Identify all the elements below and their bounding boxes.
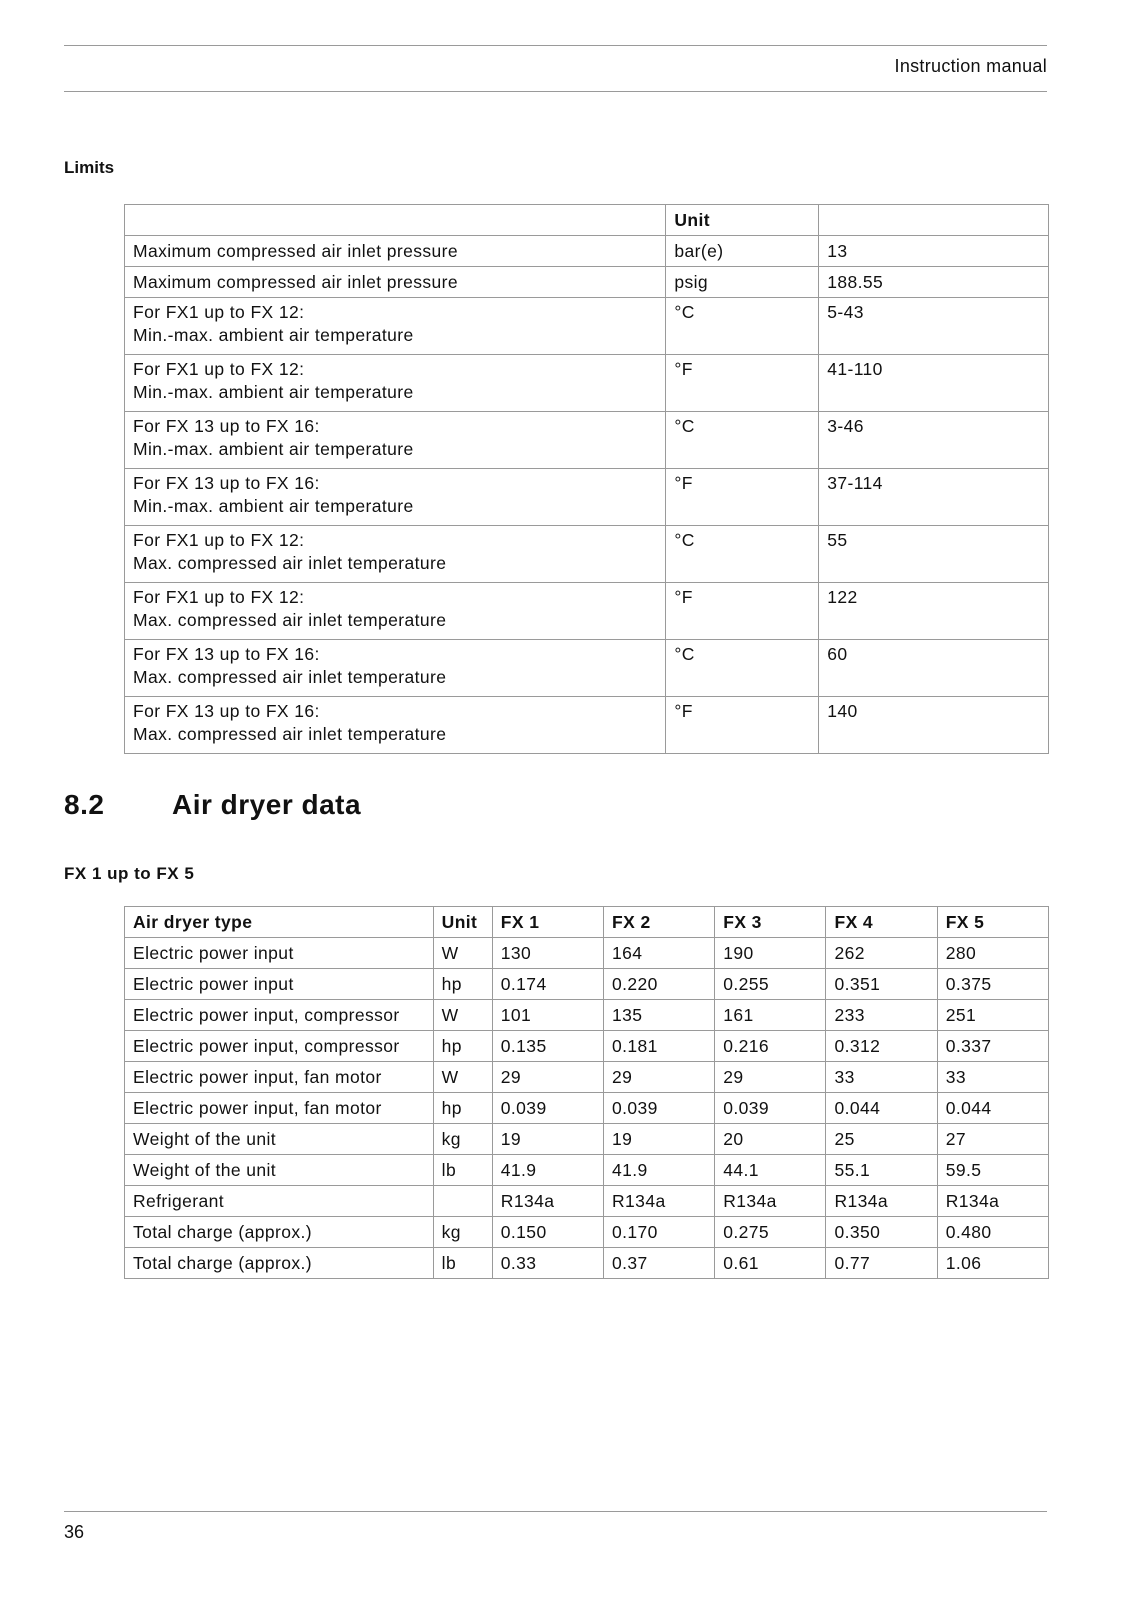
table-cell: 0.181 <box>604 1031 715 1062</box>
cell-line: Min.-max. ambient air temperature <box>133 325 414 345</box>
cell-line: For FX 13 up to FX 16: <box>133 701 320 721</box>
table-cell: 55 <box>819 526 1049 583</box>
table-cell: R134a <box>937 1186 1048 1217</box>
table-cell: psig <box>666 267 819 298</box>
table-cell: bar(e) <box>666 236 819 267</box>
table-cell: 37-114 <box>819 469 1049 526</box>
table-cell: 251 <box>937 1000 1048 1031</box>
table-cell: Refrigerant <box>125 1186 434 1217</box>
table-cell: 41.9 <box>604 1155 715 1186</box>
table-cell: 27 <box>937 1124 1048 1155</box>
table-cell: °C <box>666 526 819 583</box>
table-cell: 0.039 <box>604 1093 715 1124</box>
table-cell: 188.55 <box>819 267 1049 298</box>
table-cell: W <box>433 1000 492 1031</box>
table-cell: Electric power input, fan motor <box>125 1093 434 1124</box>
table-cell: 0.37 <box>604 1248 715 1279</box>
air-dryer-table-body <box>125 938 1049 1279</box>
cell-line: Max. compressed air inlet temperature <box>133 553 447 573</box>
table-cell: Maximum compressed air inlet pressure <box>125 267 666 298</box>
table-cell: °C <box>666 298 819 355</box>
table-cell: 20 <box>715 1124 826 1155</box>
table-cell: Maximum compressed air inlet pressure <box>125 236 666 267</box>
table-cell: 0.312 <box>826 1031 937 1062</box>
cell-line: Min.-max. ambient air temperature <box>133 382 414 402</box>
table-cell: 19 <box>492 1124 603 1155</box>
table-row <box>125 412 1049 469</box>
cell-line: Min.-max. ambient air temperature <box>133 496 414 516</box>
cell-line: For FX1 up to FX 12: <box>133 359 305 379</box>
table-row <box>125 526 1049 583</box>
table-cell: 33 <box>826 1062 937 1093</box>
table-cell: 122 <box>819 583 1049 640</box>
table-cell: 55.1 <box>826 1155 937 1186</box>
table-cell: 0.275 <box>715 1217 826 1248</box>
table-row <box>125 267 1049 298</box>
table-row <box>125 1093 1049 1124</box>
table-cell: Electric power input <box>125 969 434 1000</box>
table-cell: 130 <box>492 938 603 969</box>
table-row <box>125 1124 1049 1155</box>
table-cell: Weight of the unit <box>125 1155 434 1186</box>
cell-line: For FX 13 up to FX 16: <box>133 416 320 436</box>
table-cell: 0.33 <box>492 1248 603 1279</box>
table-header-row <box>125 907 1049 938</box>
table-header-cell: FX 1 <box>492 907 603 938</box>
cell-line: For FX1 up to FX 12: <box>133 302 305 322</box>
header-title: Instruction manual <box>894 56 1047 76</box>
table-cell: 0.044 <box>826 1093 937 1124</box>
table-cell: 29 <box>492 1062 603 1093</box>
table-header-cell <box>125 205 666 236</box>
section-number: 8.2 <box>64 789 105 820</box>
table-cell: 161 <box>715 1000 826 1031</box>
table-cell: W <box>433 938 492 969</box>
table-row <box>125 1248 1049 1279</box>
table-row <box>125 969 1049 1000</box>
table-cell <box>125 469 666 526</box>
table-row <box>125 1062 1049 1093</box>
air-dryer-table <box>124 906 1049 1279</box>
table-cell: °F <box>666 355 819 412</box>
table-cell: R134a <box>604 1186 715 1217</box>
table-cell: 190 <box>715 938 826 969</box>
table-cell: 3-46 <box>819 412 1049 469</box>
section-title: Air dryer data <box>172 789 362 820</box>
section-heading <box>64 789 361 821</box>
table-cell: kg <box>433 1124 492 1155</box>
table-cell: 0.350 <box>826 1217 937 1248</box>
table-cell: R134a <box>826 1186 937 1217</box>
table-row <box>125 469 1049 526</box>
table-cell: 41.9 <box>492 1155 603 1186</box>
table-cell: 0.77 <box>826 1248 937 1279</box>
table-cell: 280 <box>937 938 1048 969</box>
table-cell: 140 <box>819 697 1049 754</box>
table-row <box>125 1000 1049 1031</box>
table-cell: 59.5 <box>937 1155 1048 1186</box>
cell-line: Max. compressed air inlet temperature <box>133 667 447 687</box>
table-cell: 164 <box>604 938 715 969</box>
table-cell: 0.480 <box>937 1217 1048 1248</box>
table-cell: 0.61 <box>715 1248 826 1279</box>
cell-line: Max. compressed air inlet temperature <box>133 724 447 744</box>
table-cell: 0.337 <box>937 1031 1048 1062</box>
table-header-cell: FX 2 <box>604 907 715 938</box>
table-row <box>125 236 1049 267</box>
table-cell: Total charge (approx.) <box>125 1217 434 1248</box>
table-cell: 262 <box>826 938 937 969</box>
limits-heading: Limits <box>64 158 115 177</box>
table-header-row <box>125 205 1049 236</box>
table-cell <box>125 298 666 355</box>
table-cell: 29 <box>604 1062 715 1093</box>
table-row <box>125 1155 1049 1186</box>
table-cell: hp <box>433 1031 492 1062</box>
table-header-cell: Unit <box>433 907 492 938</box>
table-cell: °F <box>666 469 819 526</box>
table-cell: 0.039 <box>715 1093 826 1124</box>
table-cell: 60 <box>819 640 1049 697</box>
table-cell <box>125 697 666 754</box>
table-row <box>125 583 1049 640</box>
table-row <box>125 640 1049 697</box>
footer-rule <box>64 1511 1047 1512</box>
table-cell: 1.06 <box>937 1248 1048 1279</box>
table-cell: 25 <box>826 1124 937 1155</box>
cell-line: For FX 13 up to FX 16: <box>133 644 320 664</box>
table-cell: lb <box>433 1155 492 1186</box>
table-cell: Electric power input, compressor <box>125 1031 434 1062</box>
table-cell: Electric power input <box>125 938 434 969</box>
table-cell: 0.216 <box>715 1031 826 1062</box>
table-cell: 0.039 <box>492 1093 603 1124</box>
cell-line: For FX1 up to FX 12: <box>133 530 305 550</box>
table-cell: 0.351 <box>826 969 937 1000</box>
table-cell: R134a <box>492 1186 603 1217</box>
table-header-cell: FX 3 <box>715 907 826 938</box>
table-cell: Electric power input, compressor <box>125 1000 434 1031</box>
limits-table <box>124 204 1049 754</box>
table-cell: hp <box>433 969 492 1000</box>
table-row <box>125 1186 1049 1217</box>
table-cell: °F <box>666 583 819 640</box>
table-cell: °C <box>666 412 819 469</box>
table-row <box>125 355 1049 412</box>
table-cell: Total charge (approx.) <box>125 1248 434 1279</box>
table-cell: hp <box>433 1093 492 1124</box>
table-cell: 44.1 <box>715 1155 826 1186</box>
table-cell: 13 <box>819 236 1049 267</box>
table-cell: kg <box>433 1217 492 1248</box>
table-cell <box>433 1186 492 1217</box>
table-cell: 41-110 <box>819 355 1049 412</box>
table-row <box>125 697 1049 754</box>
table-cell <box>125 583 666 640</box>
table-cell: 0.135 <box>492 1031 603 1062</box>
table-cell: 19 <box>604 1124 715 1155</box>
cell-line: Max. compressed air inlet temperature <box>133 610 447 630</box>
table-header-cell <box>819 205 1049 236</box>
cell-line: For FX1 up to FX 12: <box>133 587 305 607</box>
table-cell: 5-43 <box>819 298 1049 355</box>
table-header-cell: FX 4 <box>826 907 937 938</box>
table-header-cell: FX 5 <box>937 907 1048 938</box>
table-header-cell: Air dryer type <box>125 907 434 938</box>
table-cell <box>125 526 666 583</box>
table-cell: Electric power input, fan motor <box>125 1062 434 1093</box>
table-cell: Weight of the unit <box>125 1124 434 1155</box>
table-cell <box>125 640 666 697</box>
dryer-subheading: FX 1 up to FX 5 <box>64 864 195 883</box>
table-cell: 0.375 <box>937 969 1048 1000</box>
table-cell: 0.044 <box>937 1093 1048 1124</box>
table-cell: 135 <box>604 1000 715 1031</box>
header-bottom-rule <box>64 91 1047 92</box>
table-row <box>125 938 1049 969</box>
table-cell: 0.150 <box>492 1217 603 1248</box>
header-top-rule <box>64 45 1047 46</box>
table-cell: 0.170 <box>604 1217 715 1248</box>
table-cell: °F <box>666 697 819 754</box>
table-cell: W <box>433 1062 492 1093</box>
table-cell: R134a <box>715 1186 826 1217</box>
table-row <box>125 298 1049 355</box>
cell-line: For FX 13 up to FX 16: <box>133 473 320 493</box>
table-cell <box>125 355 666 412</box>
table-cell: °C <box>666 640 819 697</box>
table-cell: 29 <box>715 1062 826 1093</box>
table-row <box>125 1031 1049 1062</box>
table-cell: 33 <box>937 1062 1048 1093</box>
table-cell: lb <box>433 1248 492 1279</box>
table-cell: 0.174 <box>492 969 603 1000</box>
cell-line: Min.-max. ambient air temperature <box>133 439 414 459</box>
table-cell: 0.255 <box>715 969 826 1000</box>
table-cell: 0.220 <box>604 969 715 1000</box>
page-number: 36 <box>64 1522 85 1542</box>
table-cell: 233 <box>826 1000 937 1031</box>
table-cell <box>125 412 666 469</box>
table-cell: 101 <box>492 1000 603 1031</box>
table-header-cell: Unit <box>666 205 819 236</box>
table-row <box>125 1217 1049 1248</box>
